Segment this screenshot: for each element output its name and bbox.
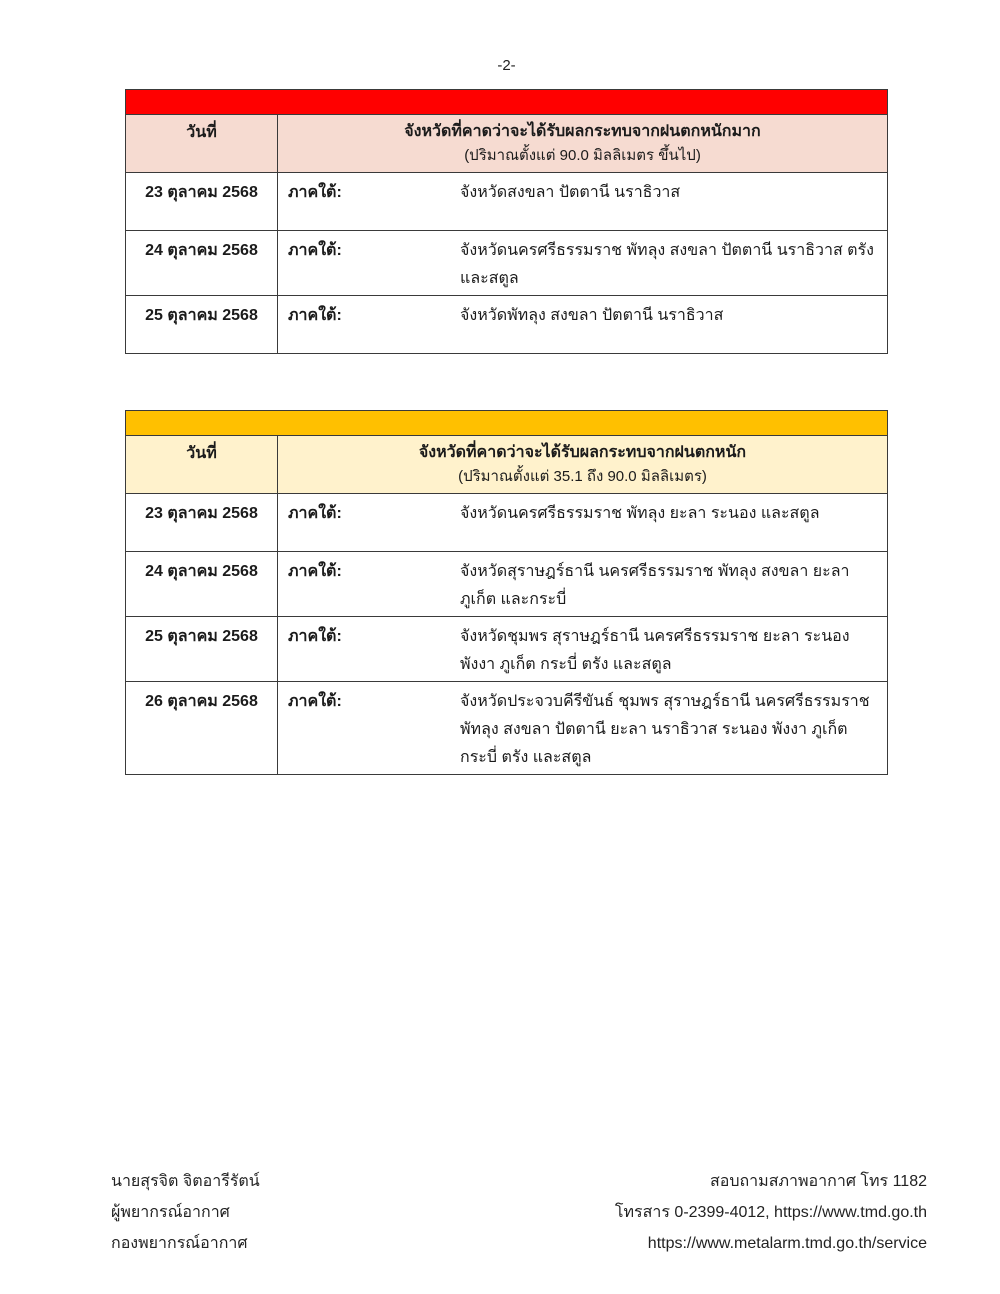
- footer-left-line: กองพยากรณ์อากาศ: [111, 1235, 248, 1252]
- province-list: จังหวัดประจวบคีรีขันธ์ ชุมพร สุราษฎร์ธานี นครศรีธรรมราช พัทลุง สงขลา ปัตตานี ยะลา นราธิวาส ระนอง พังงา ภูเก็ต กระบี่ ตรัง และสตูล: [460, 693, 870, 766]
- table-subtitle: (ปริมาณตั้งแต่ 35.1 ถึง 90.0 มิลลิเมตร): [458, 468, 707, 485]
- impact-cell: [278, 173, 887, 230]
- table-row: [126, 172, 887, 230]
- table-row: [126, 616, 887, 681]
- rain-warning-table-heavy-rain: [125, 410, 888, 775]
- footer-right-line: สอบถามสภาพอากาศ โทร 1182: [709, 1173, 927, 1190]
- table-row: [126, 295, 887, 353]
- region-label: ภาคใต้:: [288, 693, 342, 710]
- date-cell: 24 ตุลาคม 2568: [126, 552, 278, 616]
- province-list: จังหวัดนครศรีธรรมราช พัทลุง สงขลา ปัตตานี นราธิวาส ตรัง และสตูล: [460, 242, 874, 287]
- province-list: จังหวัดชุมพร สุราษฎร์ธานี นครศรีธรรมราช ยะลา ระนอง พังงา ภูเก็ต กระบี่ ตรัง และสตูล: [460, 628, 850, 673]
- impact-column-header: [278, 115, 887, 172]
- table-subtitle: (ปริมาณตั้งแต่ 90.0 มิลลิเมตร ขึ้นไป): [464, 147, 701, 164]
- footer-forecaster-block: [111, 1166, 260, 1259]
- date-column-header: วันที่: [126, 436, 278, 493]
- footer-left-line: ผู้พยากรณ์อากาศ: [111, 1204, 230, 1221]
- date-cell: 25 ตุลาคม 2568: [126, 617, 278, 681]
- footer-contact-block: [615, 1166, 927, 1259]
- region-label: ภาคใต้:: [288, 505, 342, 522]
- table-accent-bar: [126, 90, 887, 114]
- date-cell: 23 ตุลาคม 2568: [126, 494, 278, 551]
- footer-right-line: โทรสาร 0-2399-4012, https://www.tmd.go.th: [614, 1204, 927, 1221]
- table-header-row: [126, 114, 887, 172]
- impact-cell: [278, 494, 887, 551]
- page-number: -2-: [497, 57, 516, 74]
- rain-warning-table-very-heavy-rain: [125, 89, 888, 354]
- province-list: จังหวัดสุราษฎร์ธานี นครศรีธรรมราช พัทลุง สงขลา ยะลา ภูเก็ต และกระบี่: [460, 563, 850, 608]
- table-title: จังหวัดที่คาดว่าจะได้รับผลกระทบจากฝนตกหนักมาก: [404, 123, 761, 140]
- region-label: ภาคใต้:: [288, 628, 342, 645]
- region-label: ภาคใต้:: [288, 242, 342, 259]
- table-row: [126, 681, 887, 774]
- table-row: [126, 493, 887, 551]
- impact-column-header: [278, 436, 887, 493]
- impact-cell: [278, 552, 887, 616]
- date-cell: 24 ตุลาคม 2568: [126, 231, 278, 295]
- table-row: [126, 230, 887, 295]
- region-label: ภาคใต้:: [288, 563, 342, 580]
- footer-right-line: https://www.metalarm.tmd.go.th/service: [647, 1235, 927, 1252]
- impact-cell: [278, 617, 887, 681]
- date-column-header: วันที่: [126, 115, 278, 172]
- table-header-row: [126, 435, 887, 493]
- impact-cell: [278, 682, 887, 774]
- date-cell: 26 ตุลาคม 2568: [126, 682, 278, 774]
- impact-cell: [278, 231, 887, 295]
- footer-left-line: นายสุรจิต จิตอารีรัตน์: [111, 1173, 260, 1190]
- date-cell: 23 ตุลาคม 2568: [126, 173, 278, 230]
- region-label: ภาคใต้:: [288, 307, 342, 324]
- table-row: [126, 551, 887, 616]
- province-list: จังหวัดพัทลุง สงขลา ปัตตานี นราธิวาส: [460, 307, 724, 324]
- table-accent-bar: [126, 411, 887, 435]
- province-list: จังหวัดสงขลา ปัตตานี นราธิวาส: [460, 184, 681, 201]
- table-title: จังหวัดที่คาดว่าจะได้รับผลกระทบจากฝนตกหนัก: [418, 444, 747, 461]
- region-label: ภาคใต้:: [288, 184, 342, 201]
- impact-cell: [278, 296, 887, 353]
- date-cell: 25 ตุลาคม 2568: [126, 296, 278, 353]
- province-list: จังหวัดนครศรีธรรมราช พัทลุง ยะลา ระนอง และสตูล: [460, 505, 820, 522]
